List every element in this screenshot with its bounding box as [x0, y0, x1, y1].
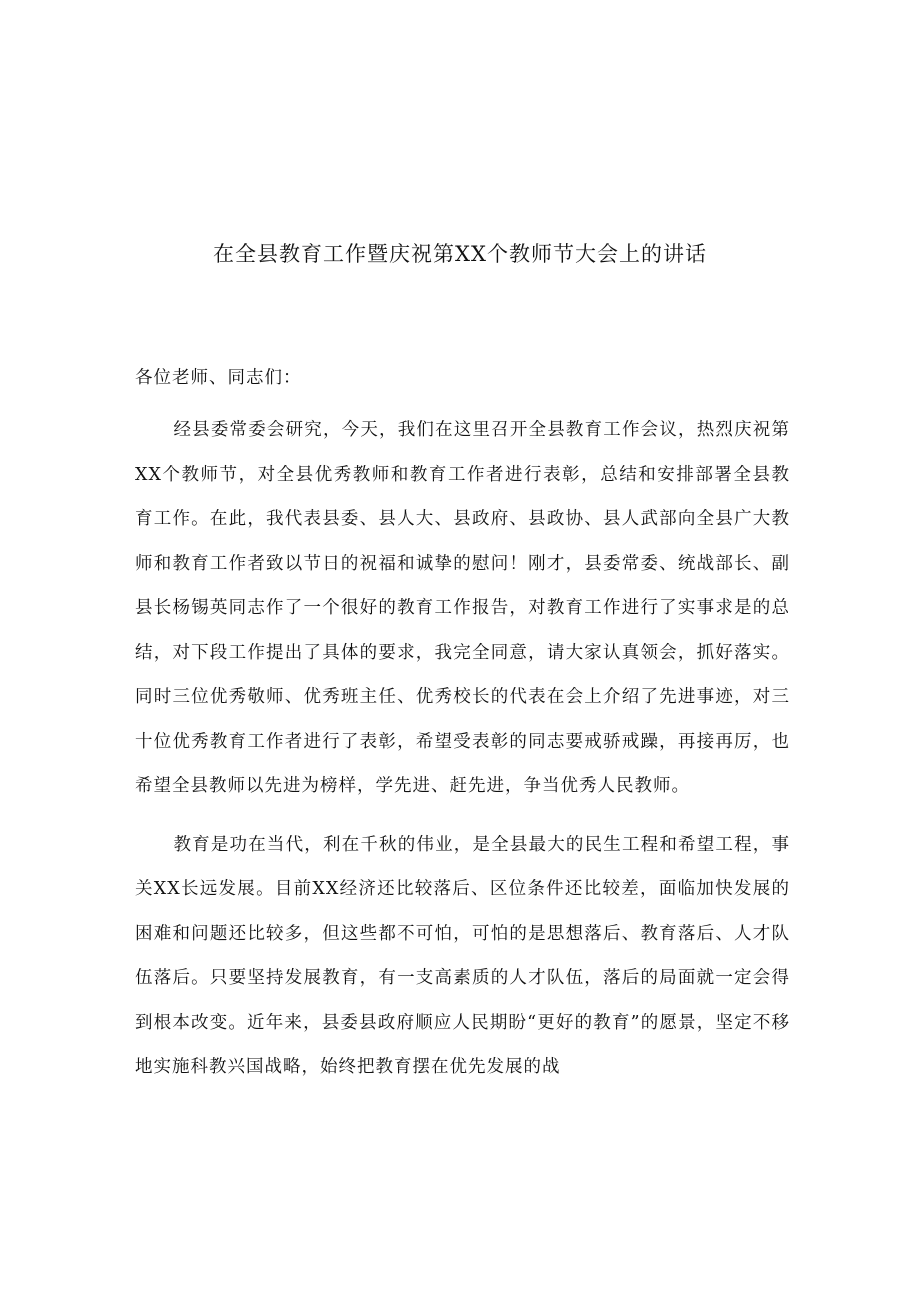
salutation: 各位老师、同志们：	[135, 368, 302, 388]
document-title: 在全县教育工作暨庆祝第XX个教师节大会上的讲话	[213, 242, 707, 266]
document-body	[135, 362, 790, 1104]
paragraph-1: 经县委常委会研究，今天，我们在这里召开全县教育工作会议，热烈庆祝第XX个教师节，对全县优秀教师和教育工作者进行表彰，总结和安排部署全县教育工作。在此，我代表县委、县人大、县政府、县政协、县人武部向全县广大教师和教育工作者致以节日的祝福和诚挚的慰问！刚才，县委常委、统战部长、副县长杨锡英同志作了一个很好的教育工作报告，对教育工作进行了实事求是的总结，对下段工作提出了具体的要求，我完全同意，请大家认真领会，抓好落实。同时三位优秀敬师、优秀班主任、优秀校长的代表在会上介绍了先进事迹，对三十位优秀教育工作者进行了表彰，希望受表彰的同志要戒骄戒躁，再接再厉，也希望全县教师以先进为榜样，学先进、赶先进，争当优秀人民教师。	[135, 420, 790, 796]
paragraph-2: 教育是功在当代，利在千秋的伟业，是全县最大的民生工程和希望工程，事关XX长远发展。目前XX经济还比较落后、区位条件还比较差，面临加快发展的困难和问题还比较多，但这些都不可怕，可怕的是思想落后、教育落后、人才队伍落后。只要坚持发展教育，有一支高素质的人才队伍，落后的局面就一定会得到根本改变。近年来，县委县政府顺应人民期盼“更好的教育”的愿景，坚定不移地实施科教兴国战略，始终把教育摆在优先发展的战	[135, 834, 790, 1077]
